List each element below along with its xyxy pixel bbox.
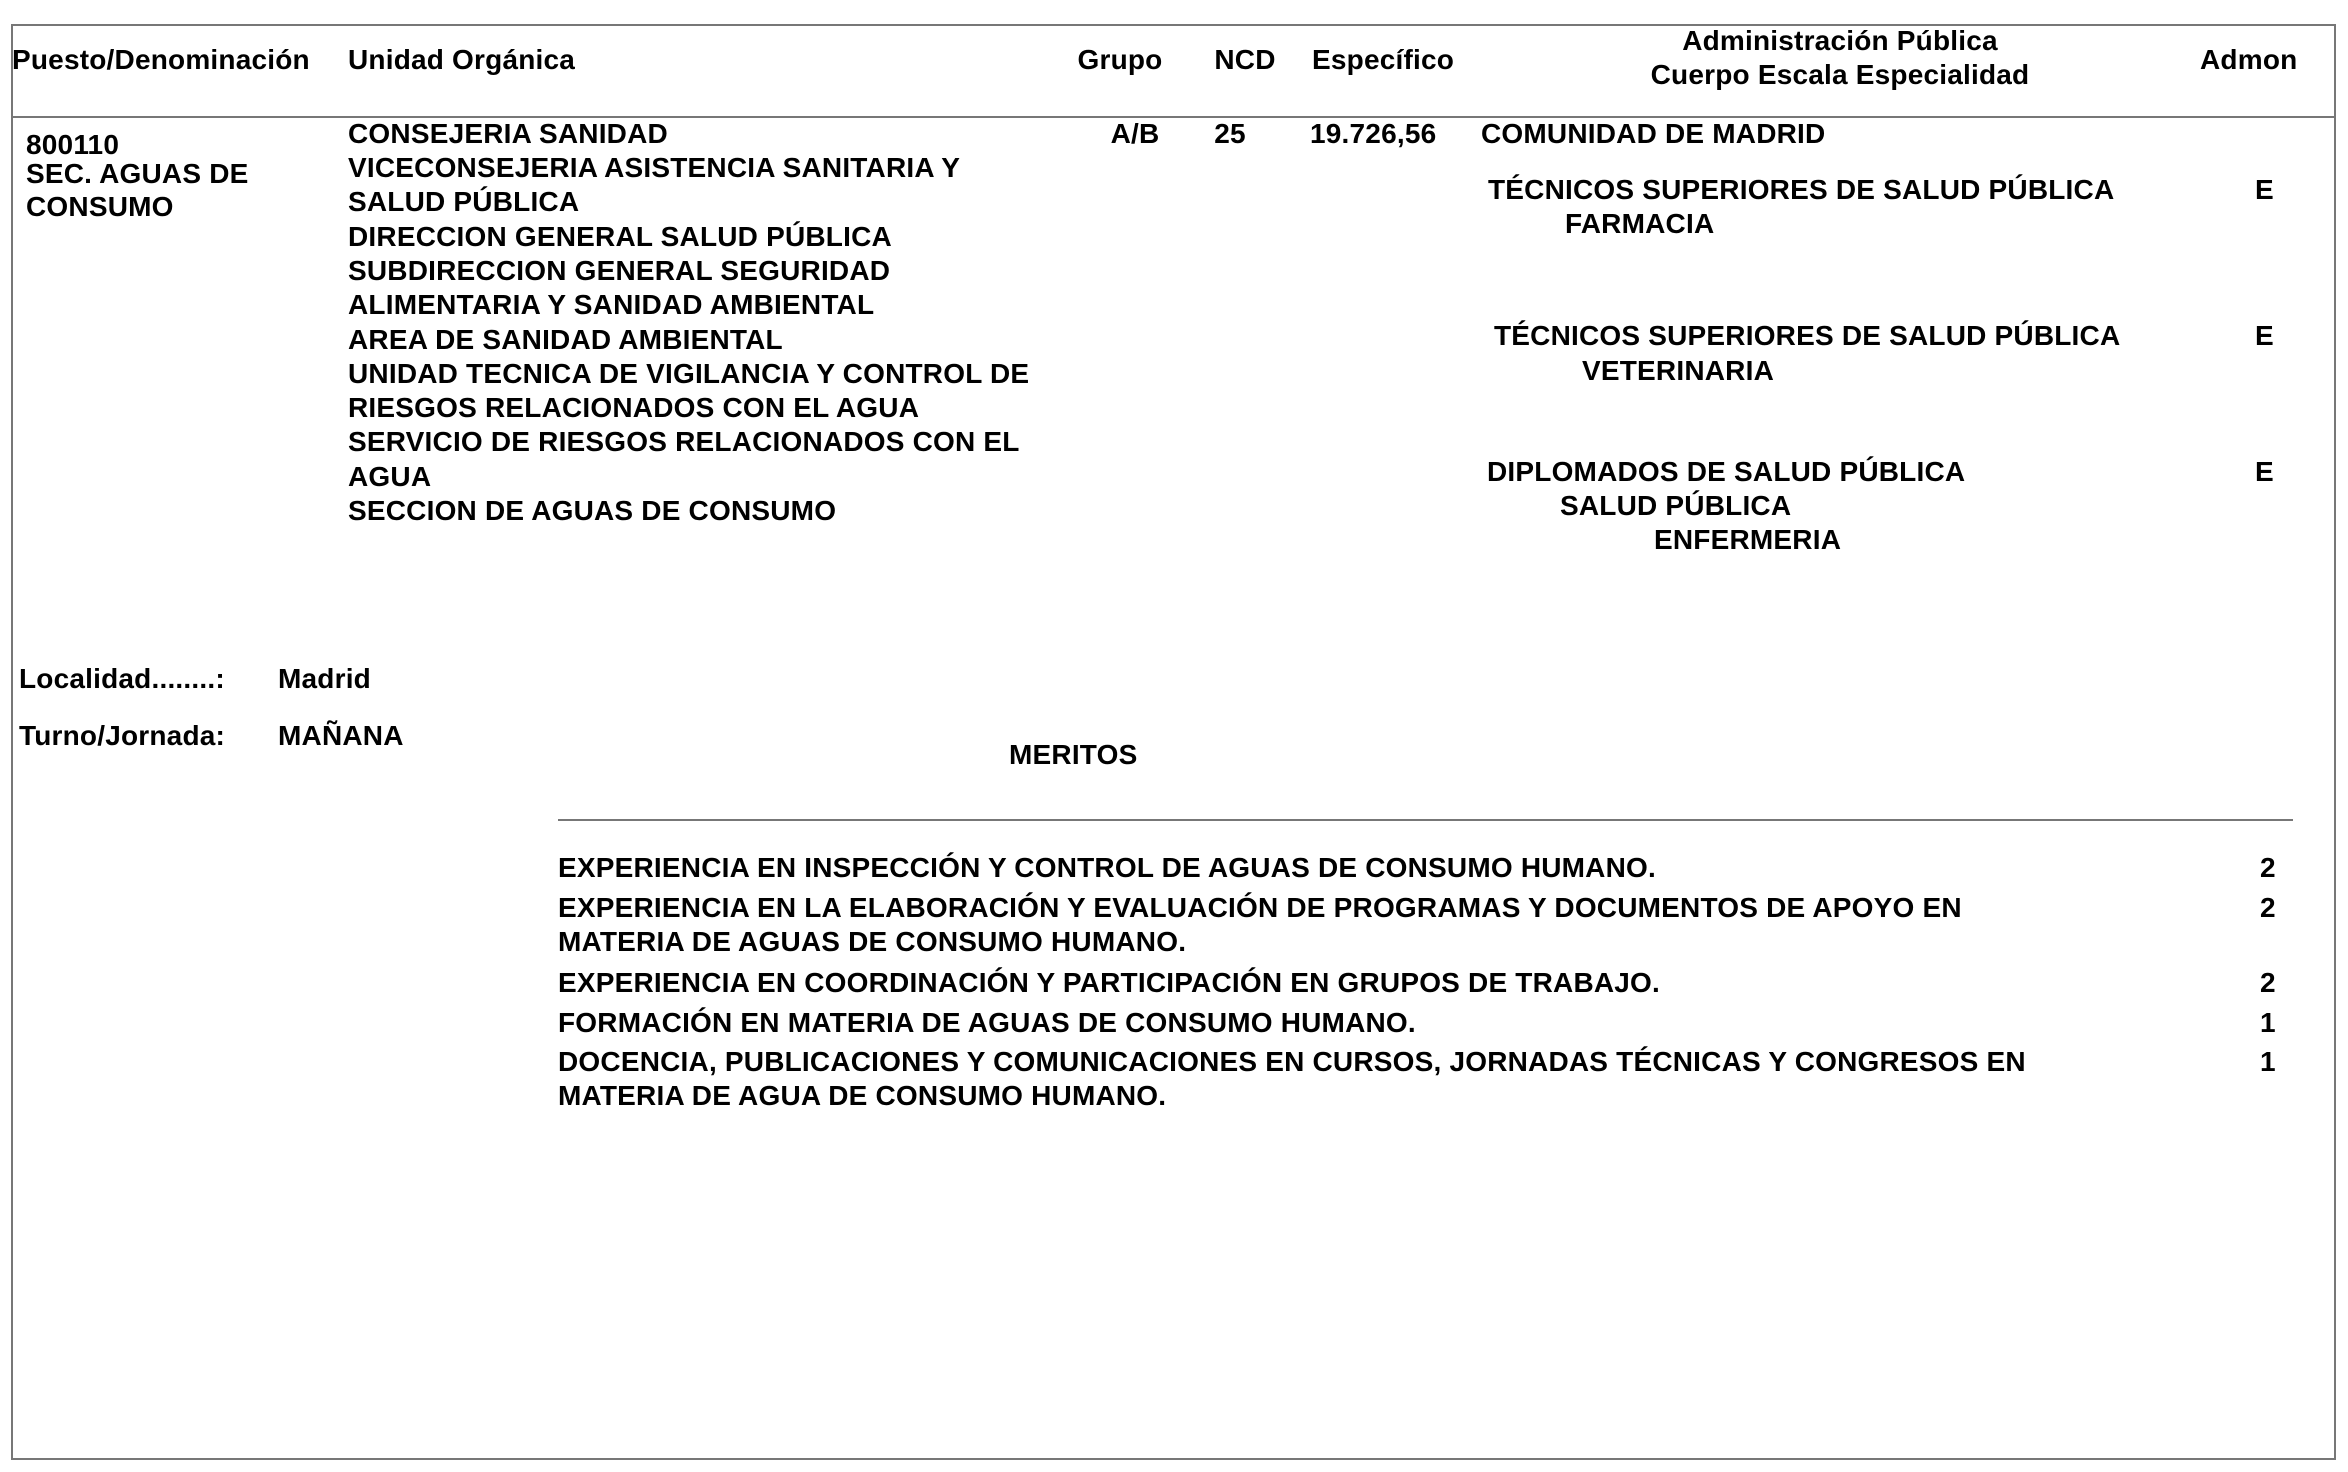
cuerpo-escala: VETERINARIA — [1582, 355, 1774, 386]
turno-label: Turno/Jornada: — [19, 720, 226, 751]
localidad-label: Localidad........: — [19, 663, 225, 694]
cuerpo-escala: SALUD PÚBLICA — [1560, 490, 1792, 521]
header-admin-line1: Administración Pública — [1682, 25, 1998, 56]
cuerpo-admon: E — [2255, 174, 2274, 205]
merito-line: MATERIA DE AGUA DE CONSUMO HUMANO. — [558, 1080, 1167, 1111]
puesto-name-line2: CONSUMO — [26, 191, 174, 222]
unidad-line: DIRECCION GENERAL SALUD PÚBLICA — [348, 221, 892, 252]
header-especifico: Específico — [1312, 44, 1455, 75]
header-ncd: NCD — [1214, 44, 1276, 75]
merito-points: 1 — [2260, 1046, 2276, 1077]
unidad-line: SUBDIRECCION GENERAL SEGURIDAD — [348, 255, 891, 286]
unidad-line: CONSEJERIA SANIDAD — [348, 118, 668, 149]
unidad-line: RIESGOS RELACIONADOS CON EL AGUA — [348, 392, 920, 423]
cuerpo-admon: E — [2255, 456, 2274, 487]
unidad-line: VICECONSEJERIA ASISTENCIA SANITARIA Y — [348, 152, 961, 183]
header-grupo: Grupo — [1077, 44, 1163, 75]
unidad-line: AREA DE SANIDAD AMBIENTAL — [348, 324, 783, 355]
merito-line: EXPERIENCIA EN LA ELABORACIÓN Y EVALUACIÓN DE PROGRAMAS Y DOCUMENTOS DE APOYO EN — [558, 892, 1962, 923]
cuerpo-name: DIPLOMADOS DE SALUD PÚBLICA — [1487, 456, 1966, 487]
meritos-divider — [558, 819, 2293, 821]
unidad-line: AGUA — [348, 461, 432, 492]
cuerpo-especialidad: ENFERMERIA — [1654, 524, 1842, 555]
unidad-line: SERVICIO DE RIESGOS RELACIONADOS CON EL — [348, 426, 1020, 457]
header-unidad: Unidad Orgánica — [348, 44, 576, 75]
merito-line: FORMACIÓN EN MATERIA DE AGUAS DE CONSUMO HUMANO. — [558, 1007, 1416, 1038]
merito-points: 2 — [2260, 852, 2276, 883]
puesto-administracion: COMUNIDAD DE MADRID — [1481, 118, 1826, 149]
turno-value: MAÑANA — [278, 720, 404, 751]
merito-line: EXPERIENCIA EN COORDINACIÓN Y PARTICIPACIÓN EN GRUPOS DE TRABAJO. — [558, 967, 1661, 998]
unidad-line: ALIMENTARIA Y SANIDAD AMBIENTAL — [348, 289, 875, 320]
merito-points: 2 — [2260, 892, 2276, 923]
header-admon: Admon — [2200, 44, 2298, 75]
header-admin-line2: Cuerpo Escala Especialidad — [1650, 59, 2030, 90]
cuerpo-name: TÉCNICOS SUPERIORES DE SALUD PÚBLICA — [1488, 174, 2115, 205]
unidad-line: SALUD PÚBLICA — [348, 186, 580, 217]
cuerpo-admon: E — [2255, 320, 2274, 351]
puesto-grupo: A/B — [1110, 118, 1160, 149]
puesto-especifico: 19.726,56 — [1310, 118, 1437, 149]
merito-line: EXPERIENCIA EN INSPECCIÓN Y CONTROL DE AGUAS DE CONSUMO HUMANO. — [558, 852, 1656, 883]
unidad-line: UNIDAD TECNICA DE VIGILANCIA Y CONTROL DE — [348, 358, 1030, 389]
cuerpo-escala: FARMACIA — [1565, 208, 1715, 239]
merito-points: 2 — [2260, 967, 2276, 998]
merito-line: DOCENCIA, PUBLICACIONES Y COMUNICACIONES EN CURSOS, JORNADAS TÉCNICAS Y CONGRESOS EN — [558, 1046, 2026, 1077]
cuerpo-name: TÉCNICOS SUPERIORES DE SALUD PÚBLICA — [1494, 320, 2121, 351]
puesto-ncd: 25 — [1214, 118, 1246, 149]
puesto-name-line1: SEC. AGUAS DE — [26, 158, 249, 189]
puesto-code: 800110 — [26, 129, 120, 160]
localidad-value: Madrid — [278, 663, 371, 694]
merito-line: MATERIA DE AGUAS DE CONSUMO HUMANO. — [558, 926, 1187, 957]
unidad-line: SECCION DE AGUAS DE CONSUMO — [348, 495, 837, 526]
meritos-title: MERITOS — [1009, 739, 1138, 770]
merito-points: 1 — [2260, 1007, 2276, 1038]
header-puesto: Puesto/Denominación — [12, 44, 310, 75]
